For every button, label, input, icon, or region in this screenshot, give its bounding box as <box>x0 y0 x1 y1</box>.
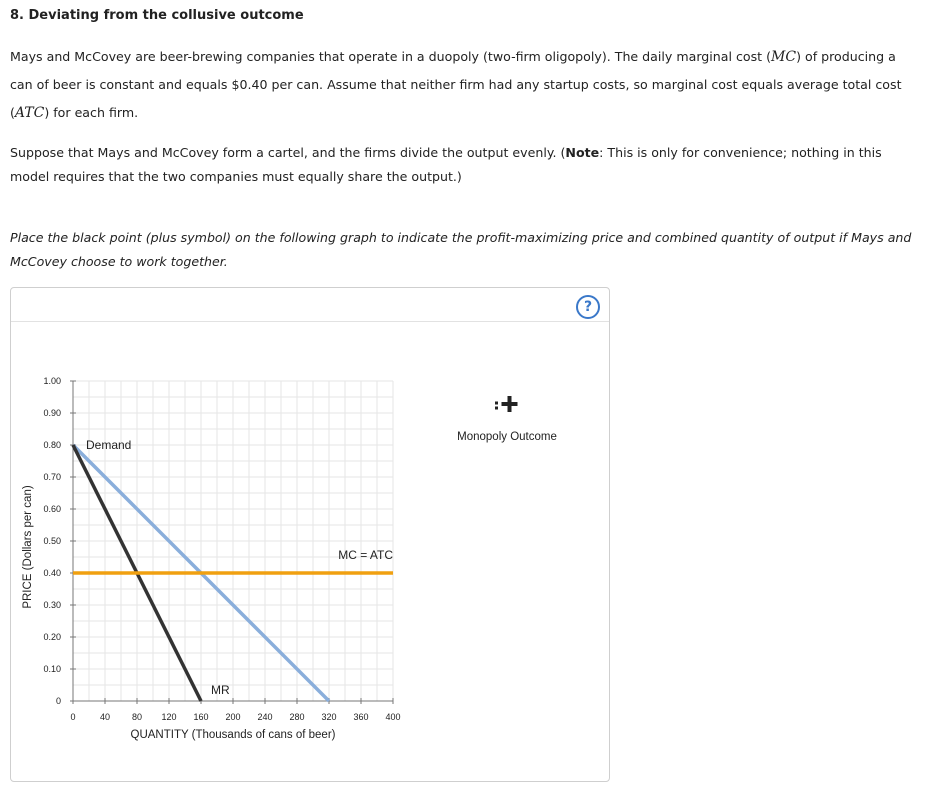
x-tick-label: 280 <box>289 712 305 722</box>
y-tick-label: 0.30 <box>43 600 61 610</box>
y-tick-label: 1.00 <box>43 376 61 386</box>
x-tick-label: 0 <box>70 712 76 722</box>
y-tick-label: 0 <box>55 696 61 706</box>
mc-atc-label: MC = ATC <box>338 548 393 562</box>
scenario-text-c: ) for each firm. <box>44 105 139 120</box>
x-tick-label: 360 <box>353 712 369 722</box>
x-tick-label: 200 <box>225 712 241 722</box>
graph-panel <box>10 287 610 782</box>
atc-symbol: ATC <box>14 105 45 121</box>
x-tick-label: 80 <box>131 712 143 722</box>
mc-symbol: MC <box>771 49 797 65</box>
y-tick-label: 0.40 <box>43 568 61 578</box>
plus-point-icon[interactable] <box>495 396 518 412</box>
mr-label: MR <box>211 683 230 697</box>
y-tick-label: 0.80 <box>43 440 61 450</box>
y-tick-label: 0.50 <box>43 536 61 546</box>
demand-label: Demand <box>86 438 132 452</box>
x-tick-label: 120 <box>161 712 177 722</box>
y-tick-label: 0.20 <box>43 632 61 642</box>
cartel-paragraph <box>10 141 920 189</box>
instruction-text: Place the black point (plus symbol) on the following graph to indicate the profit-maximizing price and combined quantity of output if Mays and McCovey choose to work together. <box>10 230 912 269</box>
y-axis-label: PRICE (Dollars per can) <box>22 485 34 609</box>
scenario-text-a: Mays and McCovey are beer-brewing companies that operate in a duopoly (two-firm oligopoly). The daily marginal cost ( <box>10 49 772 64</box>
y-tick-label: 0.10 <box>43 664 61 674</box>
x-tick-label: 320 <box>321 712 337 722</box>
x-tick-label: 400 <box>385 712 401 722</box>
y-tick-label: 0.60 <box>43 504 61 514</box>
y-tick-label: 0.90 <box>43 408 61 418</box>
cartel-text-a: Suppose that Mays and McCovey form a cartel, and the firms divide the output evenly. ( <box>10 145 566 160</box>
monopoly-outcome-tool[interactable] <box>457 396 557 443</box>
note-label: Note <box>565 145 600 160</box>
x-tick-label: 160 <box>193 712 209 722</box>
x-tick-label: 40 <box>99 712 111 722</box>
cartel-text-b: : This is only for convenience; nothing in this model requires that the two companies must equally share the output.) <box>10 145 882 184</box>
question-title: 8. Deviating from the collusive outcome <box>10 8 304 23</box>
scenario-paragraph <box>10 43 920 127</box>
y-tick-label: 0.70 <box>43 472 61 482</box>
x-tick-label: 240 <box>257 712 273 722</box>
help-icon[interactable]: ? <box>576 295 600 319</box>
x-axis-label: QUANTITY (Thousands of cans of beer) <box>130 729 336 741</box>
tool-label: Monopoly Outcome <box>457 431 557 443</box>
scenario-text-b: ) of producing a can of beer is constant and equals $0.40 per can. Assume that neither firm had any startup costs, so marginal cost equals average total cost ( <box>10 49 902 120</box>
chart-svg[interactable] <box>11 288 609 781</box>
